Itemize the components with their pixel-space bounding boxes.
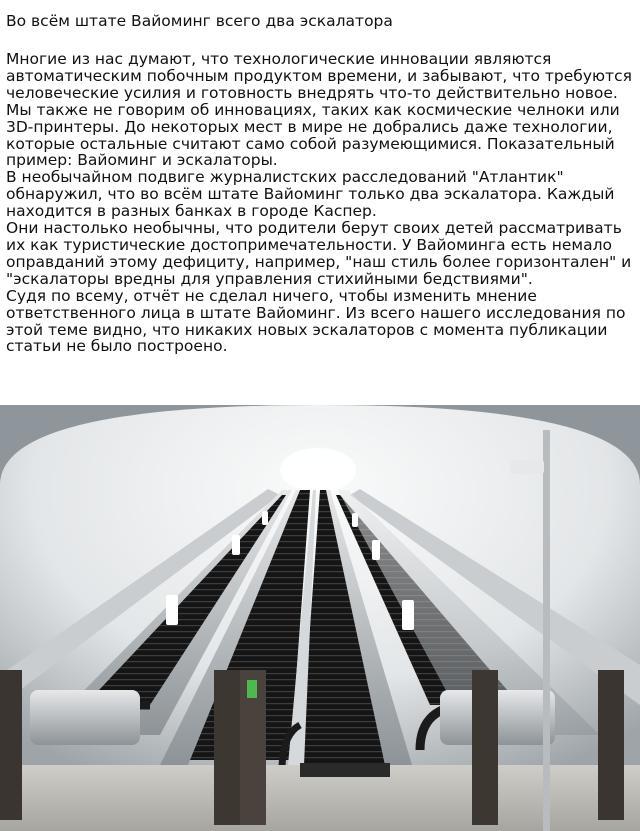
lamp xyxy=(262,511,268,525)
pole xyxy=(543,430,550,831)
paragraph: Судя по всему, отчёт не сделал ничего, чтобы изменить мнение ответственного лица в штате Вайоминг. Из всего нашего исследования по этой теме видно, что никаких новых эскалаторов с момента публикации статьи не было построено. xyxy=(6,286,626,356)
paragraph: В необычайном подвиге журналистских расследований "Атлантик" обнаружил, что во всём штате Вайоминг только два эскалатора. Каждый находится в разных банках в городе Каспер. xyxy=(6,168,615,221)
article-body xyxy=(6,51,634,355)
paragraph: Многие из нас думают, что технологические инновации являются автоматическим побочным продуктом времени, и забывают, что требуются человеческие усилия и готовность внедрять что-то действительно новое. Мы также не говорим об инновациях, таких как космические челноки или 3D-принтеры. До некоторых мест в мире не добрались даже технологии, которые остальные считают само собой разумеющимися. Показательный пример: Вайоминг и эскалаторы. xyxy=(6,50,632,170)
escalator-illustration xyxy=(0,405,640,831)
turnstile-post xyxy=(472,670,498,825)
paragraph: Они настолько необычны, что родители берут своих детей рассматривать их как туристические достопримечательности. У Вайоминга есть немало оправданий этому дефициту, например, "наш стиль более горизонтален" и "эскалаторы вредны для управления стихийными бедствиями". xyxy=(6,219,632,288)
lamp xyxy=(372,540,380,560)
article-title: Во всём штате Вайоминг всего два эскалатора xyxy=(6,12,393,30)
escalator-photo xyxy=(0,405,640,831)
turnstile-indicator xyxy=(247,680,257,698)
turnstile-post xyxy=(598,670,624,820)
tunnel-end-light xyxy=(280,448,356,492)
lamp xyxy=(166,595,178,625)
turnstile-post xyxy=(214,670,240,825)
comb-plate xyxy=(300,763,390,777)
lamp xyxy=(402,600,414,630)
security-camera xyxy=(510,460,544,474)
left-newel xyxy=(30,690,140,745)
turnstile-post xyxy=(0,670,22,820)
lamp xyxy=(352,513,358,527)
lamp xyxy=(232,535,240,555)
